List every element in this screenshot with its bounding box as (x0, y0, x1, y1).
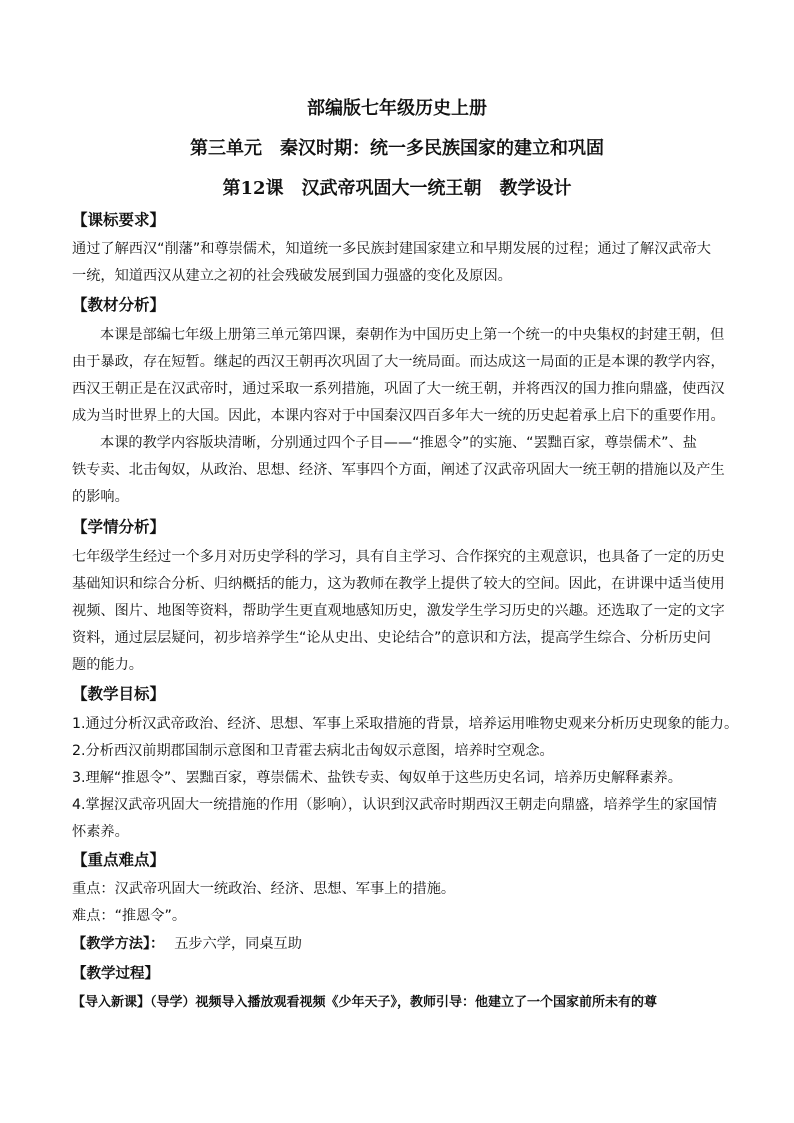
document-title: 部编版七年级历史上册 (307, 98, 487, 119)
section-heading-students: 【学情分析】 (72, 517, 166, 536)
teaching-method (72, 932, 302, 956)
unit-title: 第三单元 秦汉时期：统一多民族国家的建立和巩固 (190, 138, 604, 159)
goal-4: 4.掌握汉武帝巩固大一统措施的作用（影响），认识到汉武帝时期西汉王朝走向鼎盛，培养学生的家国情 (72, 797, 717, 813)
textbook-p1-line-3: 西汉王朝正是在汉武帝时，通过采取一系列措施，巩固了大一统王朝，并将西汉的国力推向鼎盛，使西汉 (72, 381, 725, 397)
standard-line-1: 通过了解西汉“削藩”和尊崇儒术，知道统一多民族封建国家建立和早期发展的过程；通过了解汉武帝大 (72, 241, 711, 257)
textbook-p1-line-1: 本课是部编七年级上册第三单元第四课，秦朝作为中国历史上第一个统一的中央集权的封建王朝，但 (100, 327, 725, 343)
focus-difficult: 难点：“推恩令”。 (72, 908, 187, 924)
section-heading-process: 【教学过程】 (72, 965, 159, 982)
focus-key: 重点：汉武帝巩固大一统政治、经济、思想、军事上的措施。 (72, 881, 456, 897)
textbook-p2-line-3: 的影响。 (72, 489, 129, 505)
section-heading-method: 【教学方法】： (72, 936, 165, 952)
section-heading-textbook: 【教材分析】 (72, 295, 166, 314)
students-line-5: 题的能力。 (72, 657, 143, 673)
students-line-3: 视频、图片、地图等资料，帮助学生更直观地感知历史，激发学生学习历史的兴趣。还选取了一定的文字 (72, 603, 725, 619)
textbook-p2-line-2: 铁专卖、北击匈奴，从政治、思想、经济、军事四个方面，阐述了汉武帝巩固大一统王朝的措施以及产生 (72, 462, 725, 478)
section-heading-focus: 【重点难点】 (72, 850, 166, 869)
goal-4-cont: 怀素养。 (72, 824, 129, 840)
process-intro-line: 【导入新课】（导学）视频导入播放观看视频《少年天子》，教师引导：他建立了一个国家前所未有的尊 (72, 995, 658, 1010)
section-heading-standard: 【课标要求】 (72, 210, 166, 229)
goal-1: 1.通过分析汉武帝政治、经济、思想、军事上采取措施的背景，培养运用唯物史观来分析历史现象的能力。 (72, 716, 739, 732)
students-line-1: 七年级学生经过一个多月对历史学科的学习，具有自主学习、合作探究的主观意识，也具备了一定的历史 (72, 549, 725, 565)
textbook-p1-line-2: 由于暴政，存在短暂。继起的西汉王朝再次巩固了大一统局面。而达成这一局面的正是本课的教学内容， (72, 354, 725, 370)
students-line-2: 基础知识和综合分析、归纳概括的能力，这为教师在教学上提供了较大的空间。因此，在讲课中适当使用 (72, 576, 725, 592)
standard-line-2: 一统，知道西汉从建立之初的社会残破发展到国力强盛的变化及原因。 (72, 268, 512, 284)
students-line-4: 资料，通过层层疑问，初步培养学生“论从史出、史论结合”的意识和方法，提高学生综合、分析历史问 (72, 630, 711, 646)
textbook-p2-line-1: 本课的教学内容版块清晰，分别通过四个子目——“推恩令”的实施、“罢黜百家，尊崇儒术”、盐 (100, 435, 697, 451)
section-heading-goals: 【教学目标】 (72, 684, 166, 703)
textbook-p1-line-4: 成为当时世界上的大国。因此，本课内容对于中国秦汉四百多年大一统的历史起着承上启下的重要作用。 (72, 408, 725, 424)
lesson-title: 第12课 汉武帝巩固大一统王朝 教学设计 (222, 178, 572, 199)
goal-3: 3.理解“推恩令”、罢黜百家，尊崇儒术、盐铁专卖、匈奴单于这些历史名词，培养历史解释素养。 (72, 770, 682, 786)
goal-2: 2.分析西汉前期郡国制示意图和卫青霍去病北击匈奴示意图，培养时空观念。 (72, 743, 554, 759)
method-value: 五步六学，同桌互助 (174, 936, 302, 952)
